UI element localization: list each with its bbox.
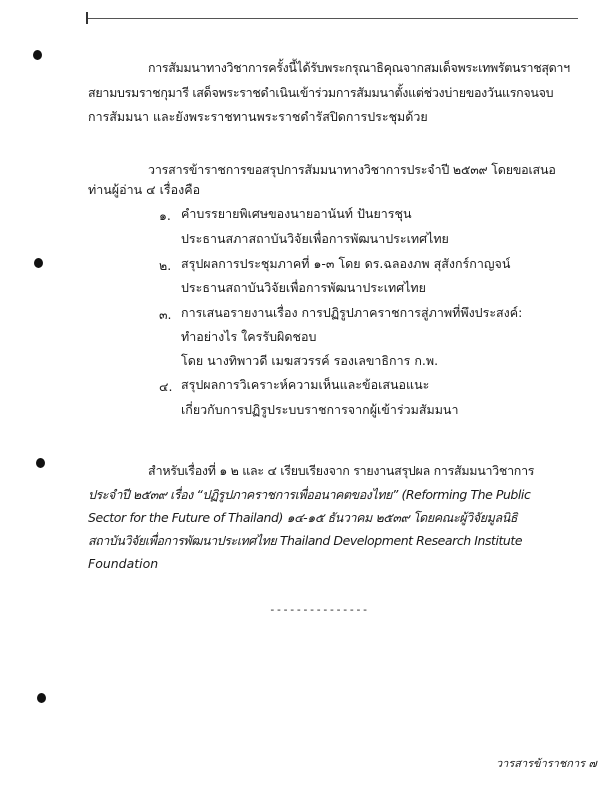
note-line-5: Foundation	[88, 556, 159, 571]
punch-hole	[37, 693, 46, 703]
list-item-line: ทำอย่างไร ใครรับผิดชอบ	[181, 329, 317, 344]
intro-line-2: สยามบรมราชกุมารี เสด็จพระราชดำเนินเข้าร่วมการสัมมนาตั้งแต่ช่วงบ่ายของวันแรกจนจบ	[88, 85, 554, 100]
note-line-4: สถาบันวิจัยเพื่อการพัฒนาประเทศไทย Thailand Development Research Institute	[88, 533, 523, 548]
list-item-number: ๓.	[159, 307, 172, 322]
list-item-line: สรุปผลการวิเคราะห์ความเห็นและข้อเสนอแนะ	[181, 377, 430, 392]
section-separator: ---------------	[269, 603, 369, 616]
list-item-line: การเสนอรายงานเรื่อง การปฏิรูปภาคราชการสู่ภาพที่พึงประสงค์:	[181, 305, 523, 320]
list-item-line: เกี่ยวกับการปฏิรูประบบราชการจากผู้เข้าร่วมสัมมนา	[181, 402, 459, 417]
top-rule	[88, 18, 578, 19]
intro-line-3: การสัมมนา และยังพระราชทานพระราชดำรัสปิดการประชุมด้วย	[88, 109, 428, 124]
intro-line-1: การสัมมนาทางวิชาการครั้งนี้ได้รับพระกรุณาธิคุณจากสมเด็จพระเทพรัตนราชสุดาฯ	[148, 60, 570, 75]
punch-hole	[34, 258, 43, 268]
list-item-line: ประธานสถาบันวิจัยเพื่อการพัฒนาประเทศไทย	[181, 280, 426, 295]
note-line-3: Sector for the Future of Thailand) ๑๔-๑๕ ธันวาคม ๒๕๓๙ โดยคณะผู้วิจัยมูลนิธิ	[88, 510, 518, 525]
list-item-line: โดย นางทิพาวดี เมฆสวรรค์ รองเลขาธิการ ก.พ.	[181, 353, 439, 368]
punch-hole	[36, 458, 45, 468]
list-item-number: ๒.	[159, 258, 172, 273]
note-line-2: ประจำปี ๒๕๓๙ เรื่อง “ปฏิรูปภาคราชการเพื่ออนาคตของไทย” (Reforming The Public	[88, 487, 531, 502]
list-item-number: ๔.	[159, 379, 173, 394]
list-item-line: สรุปผลการประชุมภาคที่ ๑-๓ โดย ดร.ฉลองภพ สุสังกร์กาญจน์	[181, 256, 511, 271]
punch-hole	[33, 50, 42, 60]
summary-intro-line-2: ท่านผู้อ่าน ๔ เรื่องคือ	[88, 182, 201, 197]
summary-intro-line-1: วารสารข้าราชการขอสรุปการสัมมนาทางวิชาการประจำปี ๒๕๓๙ โดยขอเสนอ	[148, 162, 556, 177]
note-line-1: สำหรับเรื่องที่ ๑ ๒ และ ๔ เรียบเรียงจาก รายงานสรุปผล การสัมมนาวิชาการ	[148, 463, 535, 478]
list-item-line: ประธานสภาสถาบันวิจัยเพื่อการพัฒนาประเทศไทย	[181, 231, 449, 246]
page-footer: วารสารข้าราชการ ๗	[496, 757, 597, 770]
list-item-number: ๑.	[159, 208, 171, 223]
list-item-line: คำบรรยายพิเศษของนายอานันท์ ปันยารชุน	[181, 206, 412, 221]
